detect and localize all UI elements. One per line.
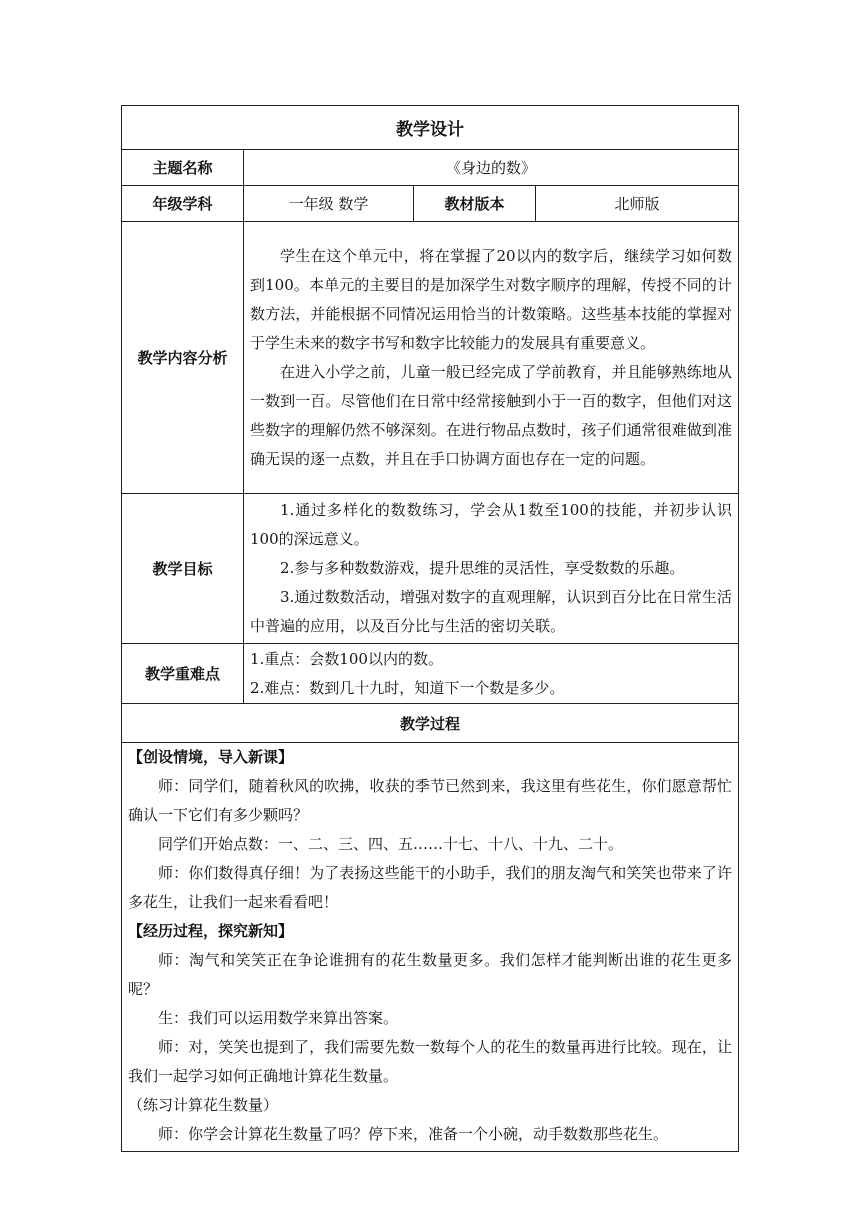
keypoint-item: 1.重点：会数100以内的数。 xyxy=(250,649,443,668)
goals-content xyxy=(244,494,739,644)
analysis-row xyxy=(122,222,739,494)
topic-value: 《身边的数》 xyxy=(244,150,739,186)
topic-row xyxy=(122,150,739,186)
dialogue-line: 师：你们数得真仔细！为了表扬这些能干的小助手，我们的朋友淘气和笑笑也带来了许多花生，让我们一起来看看吧！ xyxy=(128,864,732,911)
title-row xyxy=(122,106,739,150)
dialogue-line: 同学们开始点数：一、二、三、四、五……十七、十八、十九、二十。 xyxy=(158,835,624,853)
edition-label: 教材版本 xyxy=(414,186,536,222)
keypoint-item: 2.难点：数到几十九时，知道下一个数是多少。 xyxy=(250,678,565,697)
analysis-paragraph: 在进入小学之前，儿童一般已经完成了学前教育，并且能够熟练地从一数到一百。尽管他们在日常中经常接触到小于一百的数字，但他们对这些数字的理解仍然不够深刻。在进行物品点数时，孩子们通常很难做到准确无误的逐一点数，并且在手口协调方面也存在一定的问题。 xyxy=(250,362,732,468)
grade-value: 一年级 数学 xyxy=(244,186,414,222)
analysis-label: 教学内容分析 xyxy=(122,222,244,494)
section-heading: 【创设情境，导入新课】 xyxy=(128,748,294,766)
practice-note: （练习计算花生数量） xyxy=(128,1096,279,1114)
process-title: 教学过程 xyxy=(122,704,739,743)
keypoints-label: 教学重难点 xyxy=(122,644,244,704)
grade-label: 年级学科 xyxy=(122,186,244,222)
section-heading: 【经历过程，探究新知】 xyxy=(128,922,294,940)
process-row xyxy=(122,743,739,1152)
goal-item: 2.参与多种数数游戏，提升思维的灵活性，享受数数的乐趣。 xyxy=(280,559,685,577)
dialogue-line: 师：你学会计算花生数量了吗？停下来，准备一个小碗，动手数数那些花生。 xyxy=(158,1125,669,1143)
keypoints-row xyxy=(122,644,739,704)
dialogue-line: 师：同学们，随着秋风的吹拂，收获的季节已然到来，我这里有些花生，你们愿意帮忙确认一下它们有多少颗吗？ xyxy=(128,777,732,824)
goals-row xyxy=(122,494,739,644)
dialogue-line: 师：淘气和笑笑正在争论谁拥有的花生数量更多。我们怎样才能判断出谁的花生更多呢？ xyxy=(128,951,732,998)
process-content xyxy=(122,743,739,1152)
goals-label: 教学目标 xyxy=(122,494,244,644)
analysis-paragraph: 学生在这个单元中，将在掌握了20以内的数字后，继续学习如何数到100。本单元的主要目的是加深学生对数字顺序的理解，传授不同的计数方法，并能根据不同情况运用恰当的计数策略。这些基本技能的掌握对于学生未来的数字书写和数字比较能力的发展具有重要意义。 xyxy=(250,246,732,352)
edition-value: 北师版 xyxy=(536,186,739,222)
goal-item: 1.通过多样化的数数练习，学会从1数至100的技能，并初步认识100的深远意义。 xyxy=(250,501,732,548)
keypoints-content xyxy=(244,644,739,704)
analysis-content xyxy=(244,222,739,494)
dialogue-line: 师：对，笑笑也提到了，我们需要先数一数每个人的花生的数量再进行比较。现在，让我们一起学习如何正确地计算花生数量。 xyxy=(128,1038,732,1085)
process-title-row xyxy=(122,704,739,743)
goal-item: 3.通过数数活动，增强对数字的直观理解，认识到百分比在日常生活中普遍的应用，以及百分比与生活的密切关联。 xyxy=(250,588,732,635)
lesson-plan-table xyxy=(121,105,739,1152)
topic-label: 主题名称 xyxy=(122,150,244,186)
document-title: 教学设计 xyxy=(122,106,739,150)
dialogue-line: 生：我们可以运用数学来算出答案。 xyxy=(158,1009,399,1027)
grade-row xyxy=(122,186,739,222)
